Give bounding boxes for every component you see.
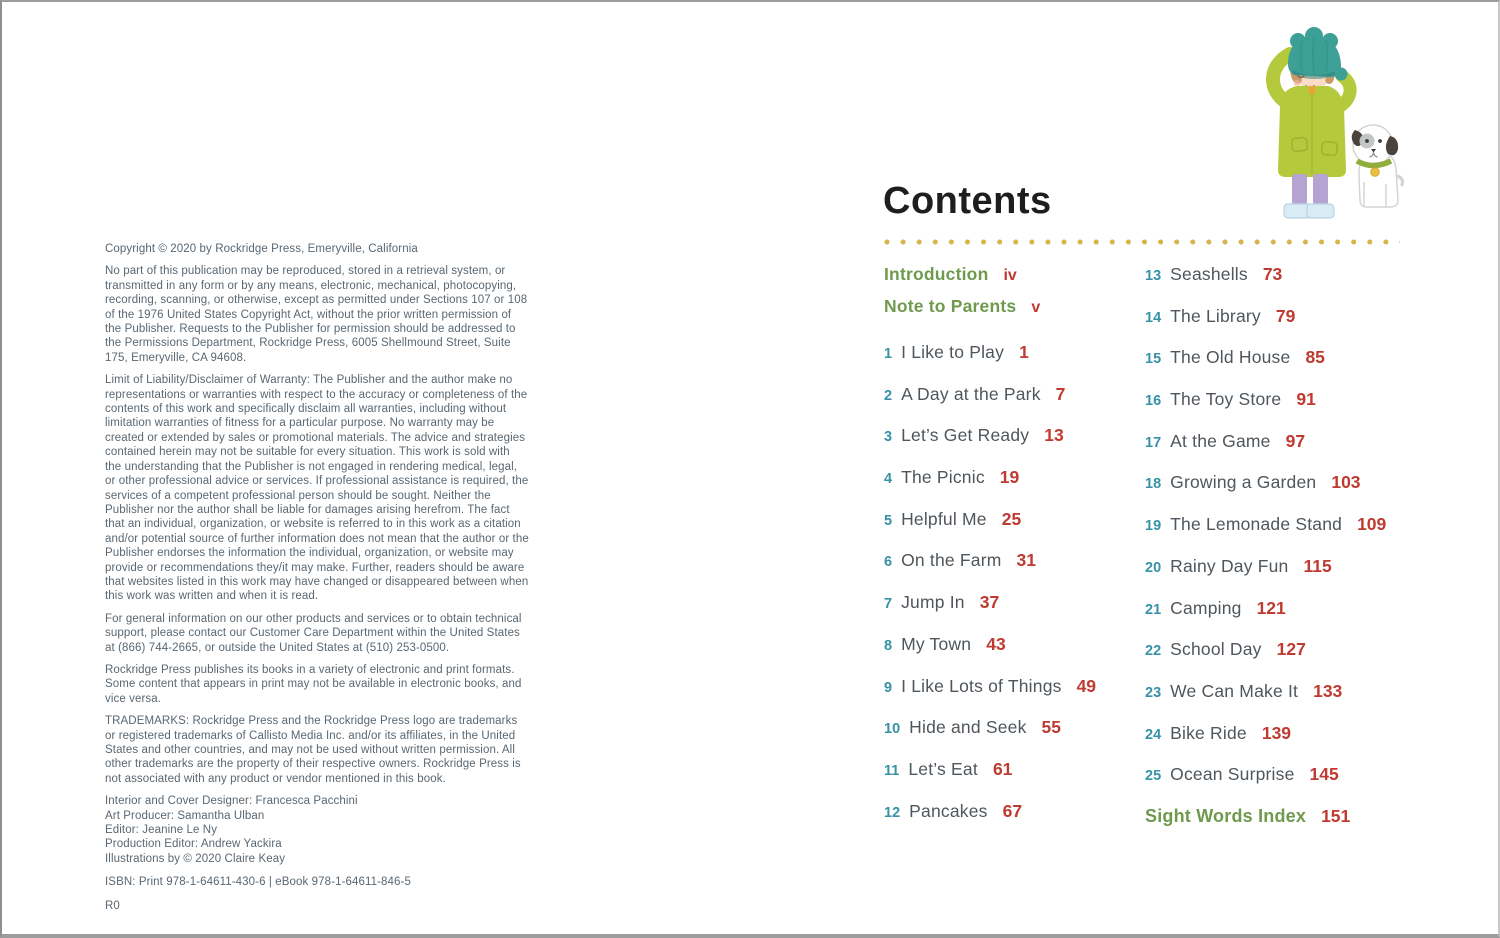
chapter-title: Camping <box>1170 597 1242 618</box>
toc-chapter-entry <box>1145 306 1445 348</box>
chapter-number: 5 <box>884 512 893 529</box>
legal-paragraph: No part of this publication may be reproduced, stored in a retrieval system, or transmitted in any form or by any means, electronic, mechanical, photocopying, recording, scanning, or otherwise, except as permitted under Sections 107 or 108 of the 1976 United States Copyright Act, without the prior written permission of the Publisher. Requests to the Publisher for permission should be addressed to the Permissions Department, Rockridge Press, 6005 Shellmound Street, Suite 175, Emeryville, CA 94608. <box>105 265 528 364</box>
toc-chapter-entry <box>884 634 1152 676</box>
chapter-title: Helpful Me <box>901 508 987 529</box>
chapter-number: 8 <box>884 637 893 654</box>
chapter-number: 12 <box>884 804 901 821</box>
toc-chapter-entry <box>884 425 1152 467</box>
toc-chapter-entry <box>884 550 1152 592</box>
front-matter-label: Note to Parents <box>884 295 1017 316</box>
chapter-page-number: 73 <box>1262 264 1283 284</box>
chapter-page-number: 145 <box>1309 764 1339 785</box>
chapter-page-number: 13 <box>1044 425 1064 446</box>
toc-chapter-entry <box>884 384 1152 426</box>
toc-chapter-entry <box>884 509 1152 551</box>
toc-column-right <box>1145 264 1445 848</box>
chapter-page-number: 127 <box>1276 639 1306 660</box>
chapter-number: 7 <box>884 596 893 613</box>
chapter-page-number: 67 <box>1002 800 1023 821</box>
chapter-title: On the Farm <box>901 550 1002 571</box>
front-matter-page-number: v <box>1031 298 1041 316</box>
legal-paragraph: TRADEMARKS: Rockridge Press and the Rockridge Press logo are trademarks or registered trademarks of Callisto Media Inc. and/or its affiliates, in the United States and other countries, and may not be used without written permission. All other trademarks are the property of their respective owners. Rockridge Press is not associated with any product or vendor mentioned in this book. <box>105 715 521 785</box>
chapter-page-number: 139 <box>1261 722 1292 743</box>
toc-chapter-entry <box>1145 431 1445 473</box>
chapter-title: The Picnic <box>901 467 985 488</box>
chapter-title: School Day <box>1170 639 1262 660</box>
chapter-number: 19 <box>1145 518 1162 535</box>
chapter-title: Bike Ride <box>1170 722 1247 743</box>
chapter-page-number: 19 <box>999 467 1020 488</box>
chapter-page-number: 97 <box>1285 430 1306 451</box>
chapter-page-number: 25 <box>1001 508 1022 529</box>
chapter-title: Let’s Get Ready <box>901 425 1030 446</box>
toc-chapter-entry <box>884 717 1152 759</box>
chapter-page-number: 1 <box>1019 342 1029 362</box>
chapter-page-number: 109 <box>1357 514 1387 535</box>
chapter-title: The Lemonade Stand <box>1170 514 1343 535</box>
child-with-puppy-illustration <box>1240 24 1405 226</box>
chapter-page-number: 37 <box>979 592 1000 613</box>
chapter-number: 10 <box>884 721 901 738</box>
chapter-title: Ocean Surprise <box>1170 764 1295 785</box>
chapter-title: At the Game <box>1170 430 1271 451</box>
chapter-page-number: 79 <box>1275 305 1296 326</box>
toc-chapter-entry <box>1145 681 1445 723</box>
toc-front-matter-entry <box>884 264 1152 296</box>
chapter-page-number: 85 <box>1305 347 1325 368</box>
chapter-title: We Can Make It <box>1170 680 1299 701</box>
chapter-title: Hide and Seek <box>909 717 1027 738</box>
chapter-title: I Like Lots of Things <box>901 675 1062 696</box>
chapter-number: 16 <box>1145 393 1162 410</box>
legal-paragraph: Limit of Liability/Disclaimer of Warranty: The Publisher and the author make no representations or warranties with respect to the accuracy or completeness of the contents of this work and specifically disclaim all warranties, including without limitation warranties of fitness for a particular purpose. No warranty may be created or extended by sales or promotional materials. The advice and strategies contained herein may not be suitable for every situation. This work is sold with the understanding that the Publisher is not engaged in rendering medical, legal, or other professional advice or services. If professional assistance is required, the services of a competent professional person should be sought. Neither the Publisher nor the author shall be liable for damages arising herefrom. The fact that an individual, organization, or website is referred to in this work as a citation and/or potential source of further information does not mean that the author or the Publisher endorses the information the individual, organization, or website may provide or recommendations they/it may make. Further, readers should be aware that websites listed in this work may have changed or disappeared between when this work was written and when it is read. <box>105 374 529 603</box>
toc-back-matter-entry <box>1145 806 1445 848</box>
chapter-page-number: 43 <box>986 633 1006 654</box>
chapter-page-number: 55 <box>1041 717 1062 738</box>
chapter-title: Seashells <box>1170 264 1248 284</box>
credit-line: Art Producer: Samantha Ulban <box>105 809 265 822</box>
chapter-number: 24 <box>1145 726 1162 743</box>
toc-chapter-entry <box>1145 764 1445 806</box>
chapter-page-number: 61 <box>992 758 1013 779</box>
toc-chapter-entry <box>1145 472 1445 514</box>
chapter-title: Growing a Garden <box>1170 472 1317 493</box>
toc-front-matter-entry <box>884 296 1152 328</box>
toc-chapter-entry <box>884 676 1152 718</box>
isbn-line: ISBN: Print 978-1-64611-430-6 | eBook 978-1-64611-846-5 <box>105 876 411 889</box>
toc-chapter-entry <box>1145 514 1445 556</box>
front-matter-label: Introduction <box>884 264 989 284</box>
chapter-number: 18 <box>1145 476 1162 493</box>
chapter-page-number: 103 <box>1331 472 1361 493</box>
credits-block <box>105 794 529 866</box>
chapter-title: Jump In <box>901 592 965 613</box>
contents-heading: Contents <box>883 180 1052 222</box>
chapter-page-number: 31 <box>1016 550 1036 571</box>
chapter-page-number: 115 <box>1303 555 1332 576</box>
chapter-number: 3 <box>884 429 893 446</box>
chapter-number: 15 <box>1145 351 1162 368</box>
chapter-number: 22 <box>1145 643 1162 660</box>
toc-chapter-entry <box>884 759 1152 801</box>
chapter-number: 25 <box>1145 768 1162 785</box>
chapter-page-number: 121 <box>1256 597 1286 618</box>
toc-chapter-entry <box>1145 347 1445 389</box>
chapter-title: The Library <box>1170 305 1261 326</box>
legal-paragraphs <box>105 242 529 786</box>
chapter-page-number: 7 <box>1055 383 1066 404</box>
chapter-number: 17 <box>1145 434 1162 451</box>
copyright-page <box>105 242 529 913</box>
sight-words-index-label: Sight Words Index <box>1145 805 1307 826</box>
toc-chapter-entry <box>1145 598 1445 640</box>
chapter-list-1-12 <box>884 342 1152 842</box>
chapter-number: 1 <box>884 346 893 362</box>
chapter-number: 4 <box>884 471 893 488</box>
toc-chapter-entry <box>1145 723 1445 765</box>
toc-chapter-entry <box>1145 556 1445 598</box>
chapter-title: Let’s Eat <box>908 758 978 779</box>
chapter-title: The Old House <box>1170 347 1291 368</box>
chapter-page-number: 91 <box>1296 389 1316 410</box>
chapter-number: 9 <box>884 679 893 696</box>
toc-chapter-entry <box>1145 389 1445 431</box>
legal-paragraph: Rockridge Press publishes its books in a variety of electronic and print formats. Some content that appears in print may not be available in electronic books, and vice versa. <box>105 663 522 705</box>
toc-chapter-entry <box>1145 264 1445 306</box>
chapter-list-13-25 <box>1145 264 1445 806</box>
chapter-number: 23 <box>1145 684 1162 701</box>
chapter-page-number: 49 <box>1076 675 1097 696</box>
chapter-title: I Like to Play <box>901 342 1005 362</box>
chapter-number: 21 <box>1145 601 1162 618</box>
toc-chapter-entry <box>1145 639 1445 681</box>
toc-chapter-entry <box>884 467 1152 509</box>
credit-line: Production Editor: Andrew Yackira <box>105 838 282 851</box>
credit-line: Interior and Cover Designer: Francesca Pacchini <box>105 795 358 808</box>
credit-line: Editor: Jeanine Le Ny <box>105 824 218 837</box>
print-run-code: R0 <box>105 899 120 912</box>
chapter-title: The Toy Store <box>1170 389 1282 410</box>
toc-chapter-entry <box>884 801 1152 843</box>
chapter-number: 20 <box>1145 559 1162 576</box>
front-matter-page-number: iv <box>1003 267 1017 284</box>
toc-chapter-entry <box>884 592 1152 634</box>
chapter-number: 6 <box>884 554 893 571</box>
legal-paragraph: Copyright © 2020 by Rockridge Press, Emeryville, California <box>105 243 418 255</box>
credit-line: Illustrations by © 2020 Claire Keay <box>105 852 286 865</box>
chapter-title: My Town <box>901 633 972 654</box>
chapter-title: A Day at the Park <box>901 383 1041 404</box>
chapter-number: 11 <box>884 762 900 779</box>
toc-chapter-entry <box>884 342 1152 384</box>
chapter-number: 13 <box>1145 268 1162 284</box>
chapter-number: 2 <box>884 387 893 404</box>
chapter-title: Rainy Day Fun <box>1170 555 1289 576</box>
legal-paragraph: For general information on our other products and services or to obtain technical support, please contact our Customer Care Department within the United States at (866) 744-2665, or outside the United States at (510) 253-0500. <box>105 612 522 654</box>
front-matter-list <box>884 264 1152 327</box>
toc-column-left <box>884 264 1152 842</box>
chapter-page-number: 133 <box>1313 680 1343 701</box>
dotted-divider <box>884 239 1400 245</box>
chapter-title: Pancakes <box>909 800 988 821</box>
sight-words-index-page-number: 151 <box>1321 805 1351 826</box>
chapter-number: 14 <box>1145 309 1162 326</box>
